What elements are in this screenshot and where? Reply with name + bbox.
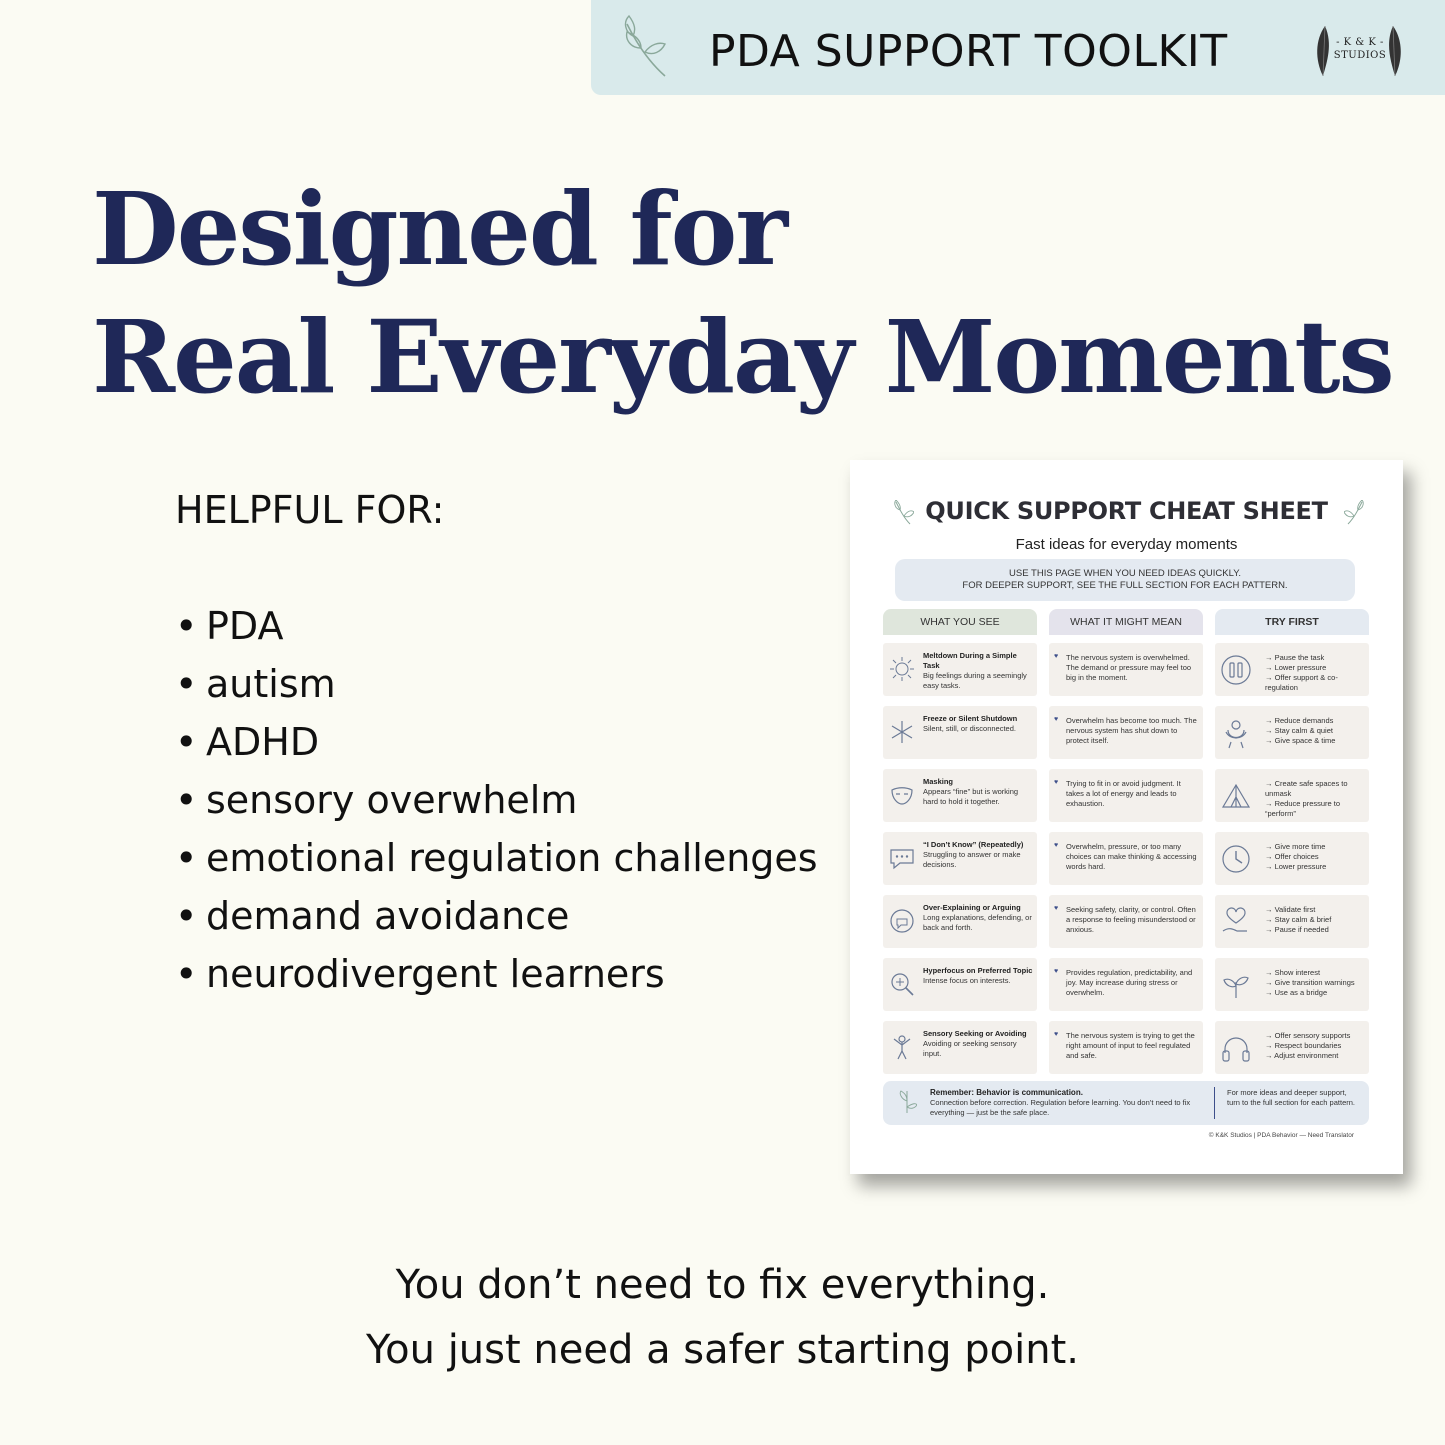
see-cell: [883, 1021, 1037, 1074]
try-cell: [1215, 832, 1369, 885]
pattern-label: Freeze or Silent Shutdown: [923, 714, 1018, 723]
list-item: • emotional regulation challenges: [175, 836, 818, 880]
mean-cell: [1049, 706, 1203, 759]
mean-cell: [1049, 769, 1203, 822]
pattern-label: Over-Explaining or Arguing: [923, 903, 1021, 912]
pause-icon: [1219, 653, 1253, 687]
tip-item: → Stay calm & quiet: [1265, 726, 1365, 736]
leaf-icon: [1344, 500, 1366, 526]
helpful-list: [175, 600, 818, 1006]
tip-item: → Reduce demands: [1265, 716, 1365, 726]
note-line-2: FOR DEEPER SUPPORT, SEE THE FULL SECTION FOR EACH PATTERN.: [962, 580, 1288, 591]
tip-item: → Lower pressure: [1265, 862, 1365, 872]
heart-icon: ♥: [1054, 968, 1059, 975]
try-cell: [1215, 769, 1369, 822]
table-row: [883, 895, 1369, 948]
leaf-icon: [897, 1089, 917, 1115]
pattern-description: Avoiding or seeking sensory input.: [923, 1039, 1017, 1058]
remember-box: [883, 1081, 1369, 1125]
pattern-label: Masking: [923, 777, 954, 786]
table-row: [883, 706, 1369, 759]
tip-item: → Offer support & co-regulation: [1265, 673, 1365, 693]
tip-item: → Reduce pressure to “perform”: [1265, 799, 1365, 819]
see-cell: [883, 769, 1037, 822]
mean-cell: [1049, 832, 1203, 885]
tip-item: → Adjust environment: [1265, 1051, 1365, 1061]
tips-list: [1265, 842, 1365, 872]
chat-icon: [888, 907, 916, 935]
heart-hand-icon: [1219, 905, 1253, 939]
heart-icon: ♥: [1054, 716, 1059, 723]
more-text: For more ideas and deeper support, turn to the full section for each pattern.: [1227, 1088, 1355, 1107]
pattern-label: Meltdown During a Simple Task: [923, 651, 1017, 670]
list-item: • demand avoidance: [175, 894, 570, 938]
banner-title: PDA SUPPORT TOOLKIT: [709, 26, 1228, 77]
list-item: • sensory overwhelm: [175, 778, 578, 822]
meaning-text: Seeking safety, clarity, or control. Often a response to feeling misunderstood or anxious.: [1066, 905, 1196, 934]
note-line-1: USE THIS PAGE WHEN YOU NEED IDEAS QUICKLY.: [1009, 568, 1241, 579]
mean-cell: [1049, 1021, 1203, 1074]
meaning-text: The nervous system is trying to get the right amount of input to feel regulated and safe.: [1066, 1031, 1195, 1060]
tagline-line-2: You just need a safer starting point.: [366, 1327, 1079, 1373]
top-banner: [591, 0, 1445, 95]
heart-icon: ♥: [1054, 842, 1059, 849]
see-cell: [883, 895, 1037, 948]
tip-item: → Validate first: [1265, 905, 1365, 915]
tip-item: → Pause the task: [1265, 653, 1365, 663]
tagline-line-1: You don’t need to fix everything.: [395, 1262, 1050, 1308]
list-item: • neurodivergent learners: [175, 952, 665, 996]
meaning-text: Overwhelm, pressure, or too many choices can make thinking & accessing words hard.: [1066, 842, 1197, 871]
heart-icon: ♥: [1054, 1031, 1059, 1038]
person-icon: [888, 1033, 916, 1061]
column-header-see: WHAT YOU SEE: [883, 609, 1037, 635]
try-cell: [1215, 643, 1369, 696]
snowflake-icon: [888, 718, 916, 746]
tent-icon: [1219, 779, 1253, 813]
pattern-description: Long explanations, defending, or back and forth.: [923, 913, 1032, 932]
copyright: © K&K Studios | PDA Behavior — Need Translator: [1208, 1132, 1354, 1139]
pattern-label: Sensory Seeking or Avoiding: [923, 1029, 1027, 1038]
helpful-label: HELPFUL FOR:: [175, 488, 445, 532]
tips-list: [1265, 905, 1365, 935]
see-cell: [883, 958, 1037, 1011]
table-row: [883, 643, 1369, 696]
logo-text: [1333, 36, 1387, 62]
meaning-text: The nervous system is overwhelmed. The demand or pressure may feel too big in the moment.: [1066, 653, 1192, 682]
try-cell: [1215, 706, 1369, 759]
tips-list: [1265, 1031, 1365, 1061]
pattern-label: Hyperfocus on Preferred Topic: [923, 966, 1033, 975]
try-cell: [1215, 895, 1369, 948]
remember-title: Remember: Behavior is communication.: [930, 1088, 1083, 1097]
pattern-description: Struggling to answer or make decisions.: [923, 850, 1021, 869]
logo-line-1: - K & K -: [1336, 37, 1384, 48]
table-row: [883, 1021, 1369, 1074]
try-cell: [1215, 958, 1369, 1011]
clock-icon: [1219, 842, 1253, 876]
pattern-description: Intense focus on interests.: [923, 976, 1011, 985]
sheet-title: QUICK SUPPORT CHEAT SHEET: [925, 497, 1328, 525]
try-cell: [1215, 1021, 1369, 1074]
column-header-mean: WHAT IT MIGHT MEAN: [1049, 609, 1203, 635]
tip-item: → Lower pressure: [1265, 663, 1365, 673]
table-row: [883, 832, 1369, 885]
tips-list: [1265, 968, 1365, 998]
remember-text: [930, 1088, 1200, 1118]
table-row: [883, 958, 1369, 1011]
divider: [1214, 1087, 1215, 1119]
headline: [92, 165, 1393, 421]
magnifier-icon: [888, 970, 916, 998]
tips-list: [1265, 716, 1365, 746]
meaning-text: Provides regulation, predictability, and joy. May increase during stress or overwhelm.: [1066, 968, 1193, 997]
tip-item: → Create safe spaces to unmask: [1265, 779, 1365, 799]
tip-item: → Use as a bridge: [1265, 988, 1365, 998]
speech-bubble-icon: [888, 844, 916, 872]
meltdown-icon: [888, 655, 916, 683]
list-item: • autism: [175, 662, 336, 706]
headline-line-2: Real Everyday Moments: [92, 298, 1393, 416]
tip-item: → Offer sensory supports: [1265, 1031, 1365, 1041]
list-item: • PDA: [175, 604, 284, 648]
cheat-sheet-preview: [850, 460, 1403, 1174]
sheet-note: [895, 559, 1355, 601]
tip-item: → Give more time: [1265, 842, 1365, 852]
heart-icon: ♥: [1054, 653, 1059, 660]
pattern-description: Appears “fine” but is working hard to hold it together.: [923, 787, 1019, 806]
see-cell: [883, 643, 1037, 696]
sheet-subtitle: Fast ideas for everyday moments: [1015, 536, 1238, 553]
tips-list: [1265, 653, 1365, 693]
heart-icon: ♥: [1054, 779, 1059, 786]
pattern-description: Silent, still, or disconnected.: [923, 724, 1016, 733]
tips-list: [1265, 779, 1365, 819]
meaning-text: Trying to fit in or avoid judgment. It takes a lot of energy and leads to exhaustion.: [1066, 779, 1181, 808]
pattern-label: “I Don’t Know” (Repeatedly): [923, 840, 1024, 849]
remember-body: Connection before correction. Regulation before learning. You don’t need to fix everything — just be the safe place.: [930, 1098, 1191, 1117]
pattern-description: Big feelings during a seemingly easy tasks.: [923, 671, 1027, 690]
tip-item: → Offer choices: [1265, 852, 1365, 862]
table-row: [883, 769, 1369, 822]
tip-item: → Show interest: [1265, 968, 1365, 978]
headline-line-1: Designed for: [92, 170, 787, 288]
tip-item: → Stay calm & brief: [1265, 915, 1365, 925]
tip-item: → Give space & time: [1265, 736, 1365, 746]
mean-cell: [1049, 643, 1203, 696]
meaning-text: Overwhelm has become too much. The nervous system has shut down to protect itself.: [1066, 716, 1197, 745]
mean-cell: [1049, 958, 1203, 1011]
sprout-icon: [1219, 968, 1253, 1002]
column-header-try: TRY FIRST: [1215, 609, 1369, 635]
tip-item: → Pause if needed: [1265, 925, 1365, 935]
logo-line-2: STUDIOS: [1333, 50, 1387, 61]
tip-item: → Respect boundaries: [1265, 1041, 1365, 1051]
tip-item: → Give transition warnings: [1265, 978, 1365, 988]
heart-icon: ♥: [1054, 905, 1059, 912]
sprig-icon: [619, 14, 669, 80]
mean-cell: [1049, 895, 1203, 948]
list-item: • ADHD: [175, 720, 320, 764]
see-cell: [883, 706, 1037, 759]
hug-icon: [1219, 716, 1253, 750]
mask-icon: [888, 781, 916, 809]
see-cell: [883, 832, 1037, 885]
headphones-icon: [1219, 1031, 1253, 1065]
